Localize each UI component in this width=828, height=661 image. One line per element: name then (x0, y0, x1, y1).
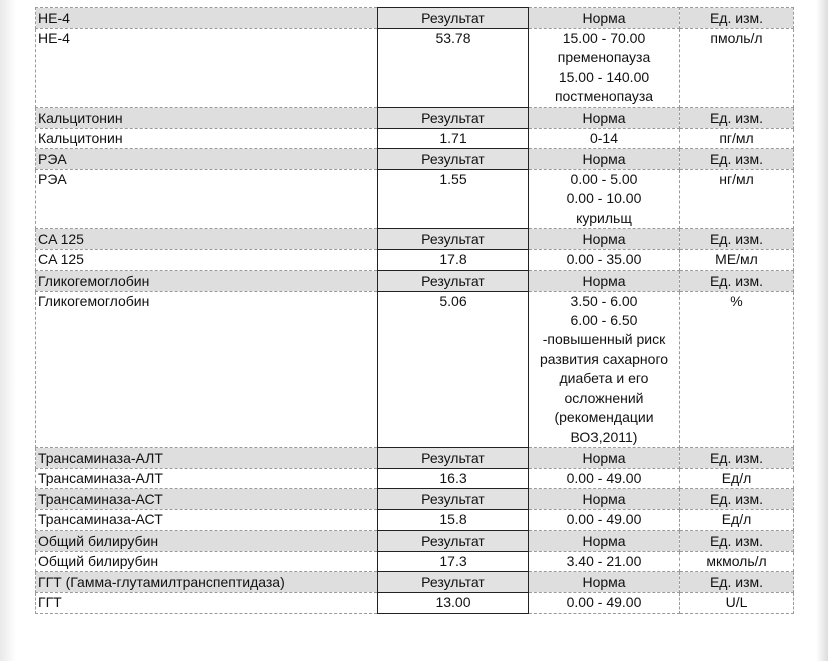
reference-range-line: 0-14 (589, 129, 619, 146)
reference-range (529, 250, 680, 270)
section-header-row (36, 447, 794, 468)
reference-range-line: диабета и его (559, 370, 649, 387)
reference-range-line: (рекомендации (554, 409, 654, 426)
reference-range-line: 0.00 - 49.00 (566, 594, 642, 611)
page-edge-right (816, 0, 828, 661)
test-group-title: CA 125 (36, 229, 378, 250)
result-column-header: Результат (378, 107, 529, 128)
reference-range-line: осложнений (564, 389, 644, 406)
test-group-title: Трансаминаза-АЛТ (36, 447, 378, 468)
test-result-value: 15.8 (378, 510, 529, 530)
result-column-header: Результат (378, 149, 529, 170)
result-row (36, 510, 794, 530)
reference-range-line: 6.00 - 6.50 (570, 312, 638, 329)
norm-column-header: Норма (529, 489, 680, 510)
result-column-header: Результат (378, 572, 529, 593)
result-row (36, 551, 794, 571)
norm-column-header: Норма (529, 8, 680, 29)
unit-column-header: Ед. изм. (680, 229, 794, 250)
reference-range (529, 551, 680, 571)
test-name: Общий билирубин (36, 551, 378, 571)
test-result-value: 5.06 (378, 291, 529, 447)
reference-range-line: 0.00 - 49.00 (566, 469, 642, 486)
reference-range-line: 0.00 - 49.00 (566, 511, 642, 528)
reference-range-line: пременопауза (557, 49, 651, 66)
reference-range-line: развития сахарного (539, 350, 669, 367)
reference-range-line: курильщ (576, 209, 632, 226)
norm-column-header: Норма (529, 229, 680, 250)
reference-range-line: 0.00 - 5.00 (570, 171, 638, 188)
test-result-value: 1.55 (378, 170, 529, 229)
section-header-row (36, 489, 794, 510)
unit-column-header: Ед. изм. (680, 489, 794, 510)
reference-range-line: 3.50 - 6.00 (570, 292, 638, 309)
reference-range-line: -повышенный риск (542, 331, 666, 348)
test-name: Кальцитонин (36, 128, 378, 148)
unit-of-measure: пмоль/л (680, 29, 794, 108)
test-result-value: 53.78 (378, 29, 529, 108)
test-name: ГГТ (36, 593, 378, 613)
unit-of-measure: % (680, 291, 794, 447)
test-group-title: Кальцитонин (36, 107, 378, 128)
section-header-row (36, 270, 794, 291)
test-group-title: HE-4 (36, 8, 378, 29)
norm-column-header: Норма (529, 270, 680, 291)
test-group-title: ГГТ (Гамма-глутамилтранспептидаза) (36, 572, 378, 593)
norm-column-header: Норма (529, 572, 680, 593)
result-column-header: Результат (378, 229, 529, 250)
section-header-row (36, 530, 794, 551)
unit-of-measure: нг/мл (680, 170, 794, 229)
reference-range-line: 0.00 - 10.00 (566, 190, 642, 207)
result-row (36, 170, 794, 229)
norm-column-header: Норма (529, 107, 680, 128)
test-result-value: 1.71 (378, 128, 529, 148)
reference-range (529, 128, 680, 148)
reference-range (529, 510, 680, 530)
test-name: HE-4 (36, 29, 378, 108)
result-column-header: Результат (378, 447, 529, 468)
test-group-title: РЭА (36, 149, 378, 170)
unit-column-header: Ед. изм. (680, 8, 794, 29)
result-row (36, 250, 794, 270)
norm-column-header: Норма (529, 447, 680, 468)
test-result-value: 13.00 (378, 593, 529, 613)
test-name: Трансаминаза-АСТ (36, 510, 378, 530)
test-group-title: Трансаминаза-АСТ (36, 489, 378, 510)
norm-column-header: Норма (529, 530, 680, 551)
unit-of-measure: Ед/л (680, 510, 794, 530)
unit-column-header: Ед. изм. (680, 530, 794, 551)
section-header-row (36, 149, 794, 170)
test-group-title: Гликогемоглобин (36, 270, 378, 291)
reference-range (529, 291, 680, 447)
reference-range-line: постменопауза (554, 88, 654, 105)
result-column-header: Результат (378, 270, 529, 291)
test-result-value: 17.3 (378, 551, 529, 571)
result-row (36, 593, 794, 613)
unit-of-measure: Ед/л (680, 468, 794, 488)
unit-column-header: Ед. изм. (680, 447, 794, 468)
section-header-row (36, 572, 794, 593)
lab-results-table (35, 7, 794, 614)
result-row (36, 29, 794, 108)
reference-range-line: 3.40 - 21.00 (566, 552, 642, 569)
norm-column-header: Норма (529, 149, 680, 170)
section-header-row (36, 107, 794, 128)
reference-range (529, 29, 680, 108)
unit-column-header: Ед. изм. (680, 107, 794, 128)
reference-range-line: 15.00 - 140.00 (558, 68, 650, 85)
result-row (36, 128, 794, 148)
test-name: CA 125 (36, 250, 378, 270)
test-name: Гликогемоглобин (36, 291, 378, 447)
test-result-value: 17.8 (378, 250, 529, 270)
unit-of-measure: пг/мл (680, 128, 794, 148)
unit-column-header: Ед. изм. (680, 149, 794, 170)
reference-range-line: ВОЗ,2011) (570, 428, 638, 445)
unit-of-measure: U/L (680, 593, 794, 613)
test-name: Трансаминаза-АЛТ (36, 468, 378, 488)
reference-range (529, 468, 680, 488)
unit-of-measure: МЕ/мл (680, 250, 794, 270)
result-column-header: Результат (378, 489, 529, 510)
section-header-row (36, 229, 794, 250)
unit-of-measure: мкмоль/л (680, 551, 794, 571)
reference-range-line: 0.00 - 35.00 (566, 251, 642, 268)
reference-range-line: 15.00 - 70.00 (562, 30, 646, 46)
test-name: РЭА (36, 170, 378, 229)
page-edge-left (0, 0, 16, 661)
unit-column-header: Ед. изм. (680, 572, 794, 593)
result-column-header: Результат (378, 8, 529, 29)
results-body (36, 8, 794, 614)
reference-range (529, 170, 680, 229)
test-result-value: 16.3 (378, 468, 529, 488)
result-row (36, 291, 794, 447)
section-header-row (36, 8, 794, 29)
reference-range (529, 593, 680, 613)
result-row (36, 468, 794, 488)
unit-column-header: Ед. изм. (680, 270, 794, 291)
test-group-title: Общий билирубин (36, 530, 378, 551)
result-column-header: Результат (378, 530, 529, 551)
